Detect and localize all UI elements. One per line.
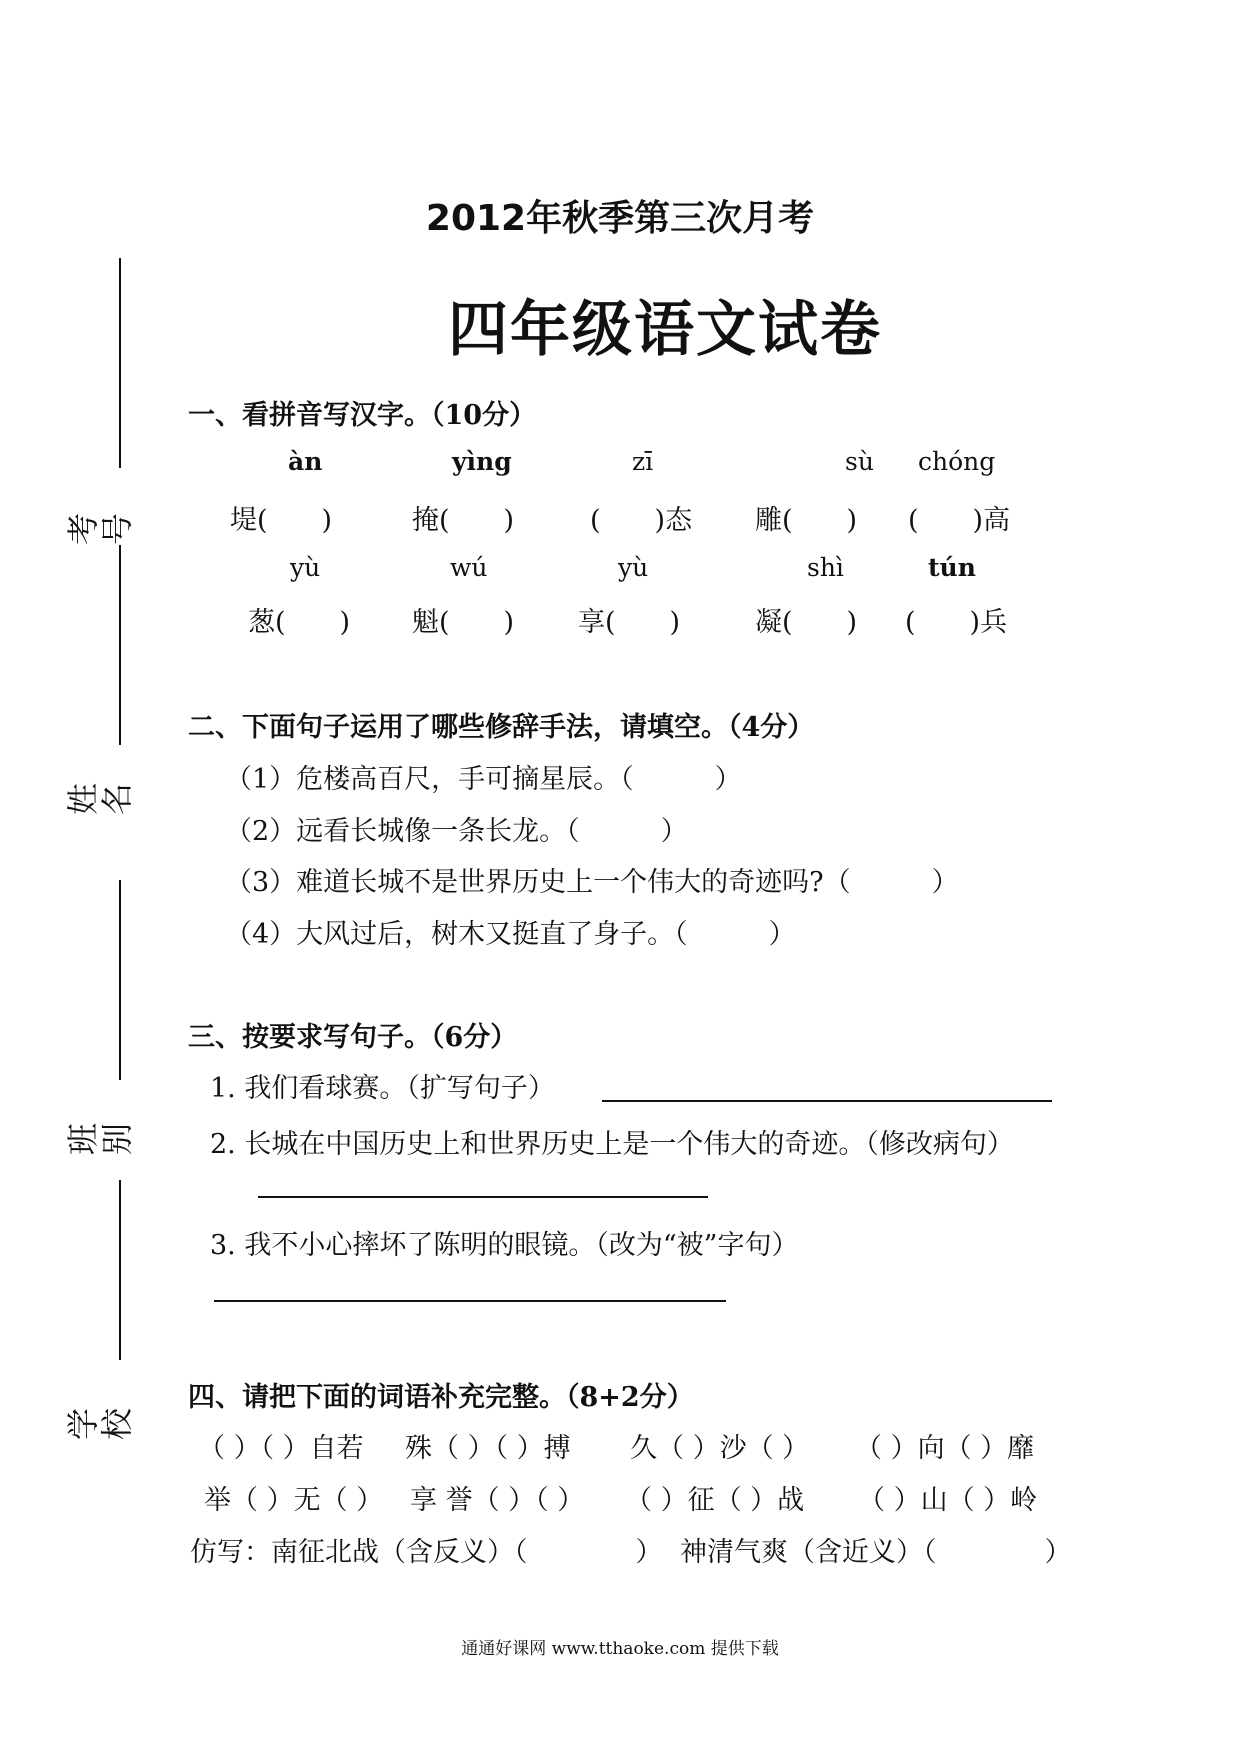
rhetoric-item-4: （4）大风过后，树木又挺直了身子。（ ） (225, 919, 796, 950)
rhetoric-item-2: （2）远看长城像一条长龙。（ ） (225, 816, 688, 847)
pinyin-2-3: yù (618, 553, 649, 582)
word-2-5: ( )兵 (905, 607, 1008, 638)
section4-heading: 四、请把下面的词语补充完整。（8+2分） (188, 1382, 694, 1413)
word-1-4: 雕( ) (755, 505, 858, 536)
margin-line-4 (119, 1180, 121, 1360)
idiom-2-1: 举（ ）无（ ） (204, 1485, 384, 1516)
pinyin-2-2: wú (450, 553, 488, 582)
footer-source: 通通好课网 www.tthaoke.com 提供下载 (461, 1639, 779, 1659)
imitation-antonym: 仿写：南征北战（含反义）（ ） (190, 1537, 663, 1568)
idiom-2-2: 享 誉（ ）（ ） (410, 1485, 585, 1516)
pinyin-1-3: zī (632, 447, 654, 476)
rhetoric-item-3: （3）难道长城不是世界历史上一个伟大的奇迹吗?（ ） (225, 867, 959, 898)
idiom-1-3: 久（ ）沙（ ） (630, 1433, 810, 1464)
word-1-5: ( )高 (908, 505, 1011, 536)
section2-heading: 二、下面句子运用了哪些修辞手法，请填空。（4分） (188, 712, 815, 743)
school-label: 学校 (64, 1408, 136, 1441)
name-label: 姓名 (64, 783, 136, 816)
exam-title-line1: 2012年秋季第三次月考 (425, 198, 815, 239)
section1-heading: 一、看拼音写汉字。（10分） (188, 400, 537, 431)
pinyin-1-2: yìng (452, 447, 512, 476)
sentence-task-2: 2. 长城在中国历史上和世界历史上是一个伟大的奇迹。（修改病句） (210, 1129, 1014, 1160)
exam-title-line2: 四年级语文试卷 (448, 295, 882, 365)
word-1-3: ( )态 (590, 505, 693, 536)
pinyin-1-5: chóng (918, 447, 996, 476)
margin-line-3 (119, 880, 121, 1080)
idiom-2-3: （ ）征（ ）战 (625, 1485, 805, 1516)
pinyin-1-1: àn (288, 447, 323, 476)
idiom-1-1: （ ）（ ）自若 (198, 1433, 364, 1464)
idiom-1-2: 殊（ ）（ ）搏 (405, 1433, 571, 1464)
word-1-1: 堤( ) (230, 505, 333, 536)
idiom-2-4: （ ）山（ ）岭 (858, 1485, 1038, 1516)
pinyin-1-4: sù (845, 447, 874, 476)
idiom-1-4: （ ）向（ ）靡 (855, 1433, 1035, 1464)
word-1-2: 掩( ) (412, 505, 515, 536)
word-2-2: 魁( ) (412, 607, 515, 638)
rhetoric-item-1: （1）危楼高百尺，手可摘星辰。（ ） (225, 764, 742, 795)
word-2-4: 凝( ) (755, 607, 858, 638)
pinyin-2-5: tún (928, 553, 976, 582)
pinyin-2-1: yù (290, 553, 321, 582)
exam-number-label: 考号 (64, 513, 136, 546)
sentence-task-3: 3. 我不小心摔坏了陈明的眼镜。（改为“被”字句） (210, 1230, 799, 1261)
class-label: 班别 (64, 1123, 136, 1156)
margin-line-2 (119, 545, 121, 745)
word-2-3: 享( ) (578, 607, 681, 638)
sentence-task-1: 1. 我们看球赛。（扩写句子） (210, 1073, 555, 1104)
answer-line-2[interactable] (258, 1196, 708, 1198)
answer-line-3[interactable] (214, 1300, 726, 1302)
imitation-synonym: 神清气爽（含近义）（ ） (680, 1537, 1072, 1568)
word-2-1: 葱( ) (248, 607, 351, 638)
section3-heading: 三、按要求写句子。（6分） (188, 1022, 518, 1053)
answer-line-1[interactable] (602, 1100, 1052, 1102)
pinyin-2-4: shì (807, 553, 844, 582)
